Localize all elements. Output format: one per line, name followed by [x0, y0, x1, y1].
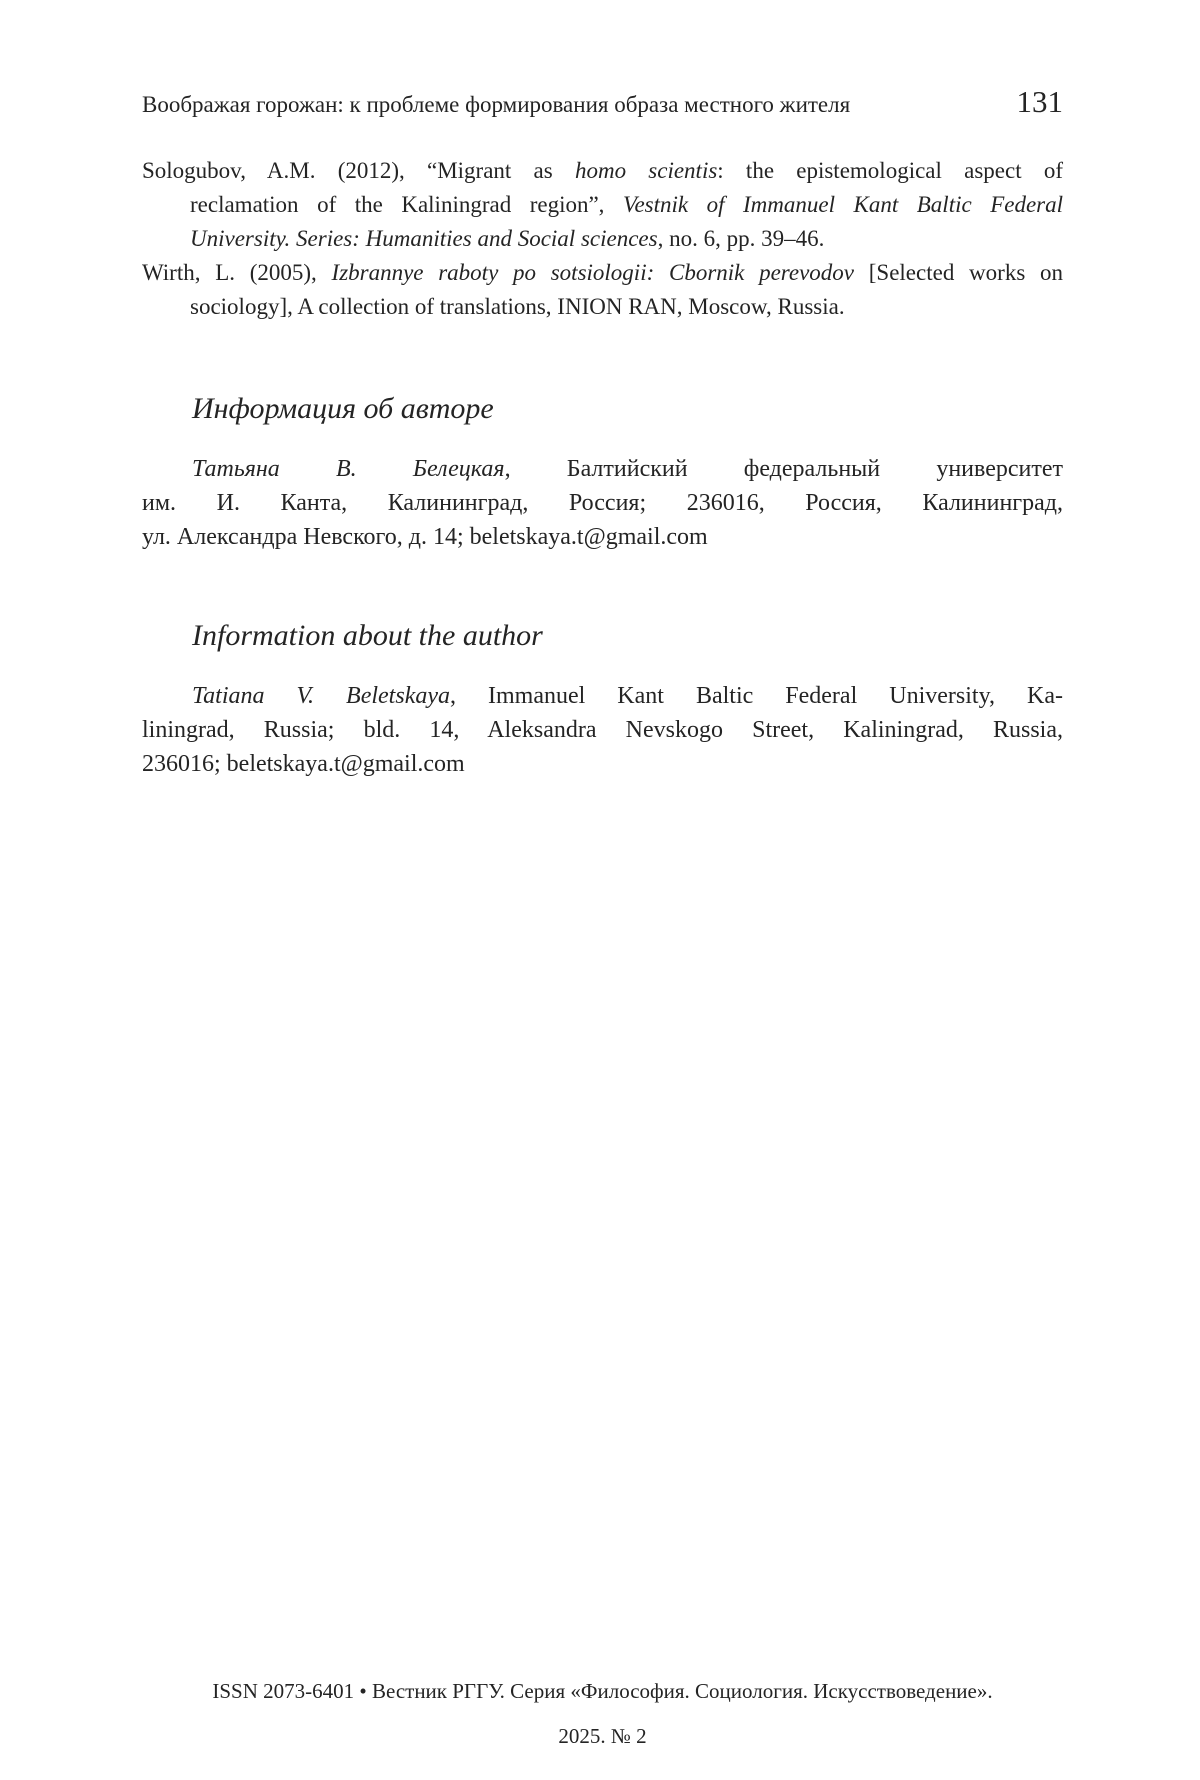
- author-paragraph-ru: [142, 452, 1063, 554]
- author-paragraph-en: [142, 679, 1063, 781]
- author-paragraph-line: ул. Александра Невского, д. 14; beletskaya.t@gmail.com: [142, 524, 708, 550]
- author-paragraph-line: им. И. Канта, Калининград, Россия; 236016, Россия, Калининград,: [142, 490, 1063, 516]
- section-heading-author-info-en: Information about the author: [192, 619, 543, 652]
- page-header: [142, 86, 1063, 119]
- running-title: Воображая горожан: к проблеме формирования образа местного жителя: [142, 92, 851, 117]
- reference-line: reclamation of the Kaliningrad region”, Vestnik of Immanuel Kant Baltic Federal: [190, 192, 1063, 217]
- section-heading-author-info-ru: Информация об авторе: [192, 392, 494, 425]
- author-paragraph-line: Tatiana V. Beletskaya, Immanuel Kant Baltic Federal University, Ka-: [192, 683, 1063, 709]
- author-paragraph-line: Татьяна В. Белецкая, Балтийский федеральный университет: [192, 456, 1063, 482]
- footer-issue-line: 2025. № 2: [558, 1724, 647, 1748]
- reference-line: University. Series: Humanities and Social sciences, no. 6, pp. 39–46.: [190, 226, 825, 251]
- reference-line: sociology], A collection of translations, INION RAN, Moscow, Russia.: [190, 294, 845, 319]
- reference-entry: [142, 256, 1063, 324]
- page-number: 131: [1016, 84, 1063, 119]
- page-footer: [142, 1669, 1063, 1759]
- references-list: [142, 154, 1063, 324]
- reference-entry: [142, 154, 1063, 256]
- reference-line: Wirth, L. (2005), Izbrannye raboty po sotsiologii: Cbornik perevodov [Selected works on: [142, 260, 1063, 285]
- reference-line: Sologubov, A.M. (2012), “Migrant as homo scientis: the epistemological aspect of: [142, 158, 1063, 183]
- author-paragraph-line: 236016; beletskaya.t@gmail.com: [142, 751, 465, 777]
- author-paragraph-line: liningrad, Russia; bld. 14, Aleksandra Nevskogo Street, Kaliningrad, Russia,: [142, 717, 1063, 743]
- footer-issn-line: ISSN 2073-6401 • Вестник РГГУ. Серия «Философия. Социология. Искусствоведение».: [212, 1679, 993, 1703]
